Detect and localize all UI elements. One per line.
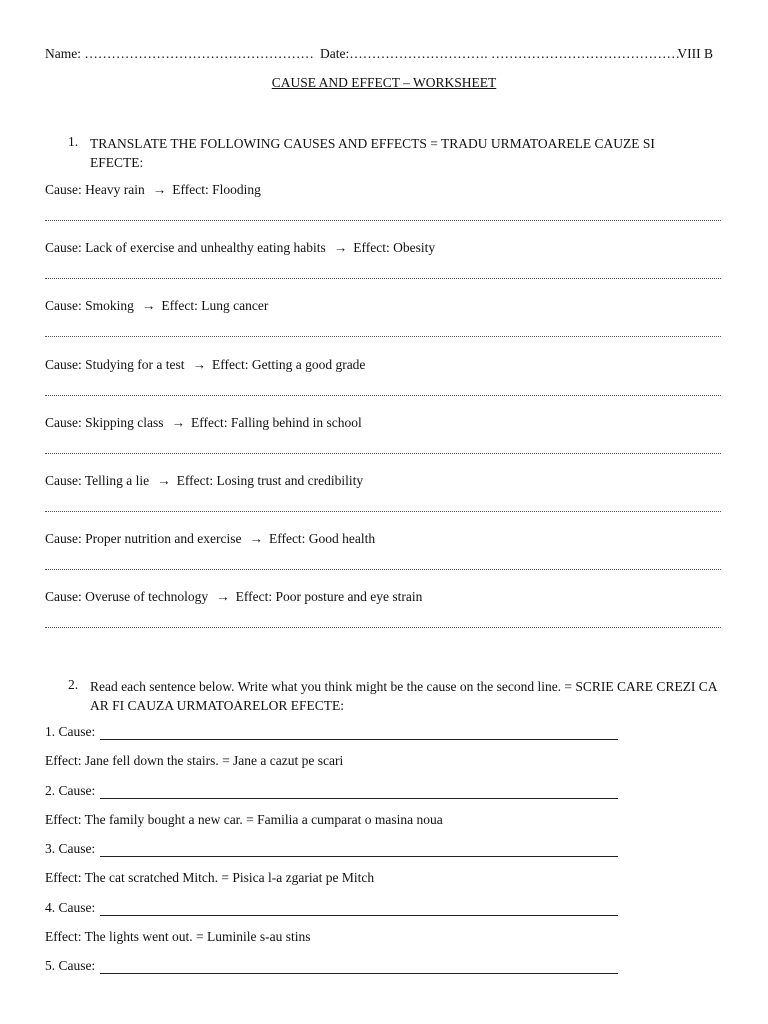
cause-effect-pair — [45, 298, 268, 314]
name-field-label: Name: …………………………………………… — [45, 46, 314, 61]
answer-dotted-line[interactable] — [45, 220, 721, 221]
cause-effect-pair — [45, 531, 375, 547]
answer-dotted-line[interactable] — [45, 627, 721, 628]
date-field-label: Date:…………………………. …………………………………… — [320, 46, 680, 61]
cause-answer-line[interactable] — [100, 739, 618, 740]
cause-label: 4. Cause: — [45, 900, 96, 915]
cause-text: Cause: Lack of exercise and unhealthy eating habits — [45, 240, 326, 255]
effect-sentence: Effect: The cat scratched Mitch. = Pisica l-a zgariat pe Mitch — [45, 870, 375, 885]
cause-text: Cause: Smoking — [45, 298, 134, 313]
effect-text: Effect: Lung cancer — [161, 298, 269, 313]
worksheet-title: CAUSE AND EFFECT – WORKSHEET — [271, 75, 497, 90]
cause-label: 1. Cause: — [45, 724, 96, 739]
arrow-right-icon: → — [141, 298, 156, 313]
answer-dotted-line[interactable] — [45, 278, 721, 279]
cause-label: 3. Cause: — [45, 841, 96, 856]
header-line — [45, 46, 713, 64]
answer-dotted-line[interactable] — [45, 453, 721, 454]
cause-effect-pair — [45, 182, 261, 198]
answer-dotted-line[interactable] — [45, 511, 721, 512]
arrow-right-icon: → — [216, 589, 230, 604]
arrow-right-icon: → — [157, 473, 171, 488]
cause-text: Cause: Overuse of technology — [45, 589, 209, 604]
answer-dotted-line[interactable] — [45, 395, 721, 396]
class-label: VIII B — [677, 46, 713, 61]
section2-instruction: Read each sentence below. Write what you think might be the cause on the second line. = SCRIE CARE CREZI CA AR FI CAUZA URMATOARELOR EFECTE: — [90, 679, 717, 713]
arrow-right-icon: → — [249, 531, 263, 546]
effect-text: Effect: Getting a good grade — [211, 357, 366, 372]
cause-text: Cause: Telling a lie — [45, 473, 150, 488]
cause-answer-line[interactable] — [100, 856, 618, 857]
cause-effect-pair — [45, 589, 422, 605]
effect-sentence: Effect: The family bought a new car. = Familia a cumparat o masina noua — [45, 812, 443, 827]
cause-text: Cause: Proper nutrition and exercise — [45, 531, 242, 546]
effect-sentence: Effect: Jane fell down the stairs. = Jane a cazut pe scari — [45, 753, 344, 768]
effect-text: Effect: Good health — [268, 531, 376, 546]
section1-instruction: TRANSLATE THE FOLLOWING CAUSES AND EFFECTS = TRADU URMATOARELE CAUZE SI EFECTE: — [90, 136, 655, 170]
arrow-right-icon: → — [171, 415, 185, 430]
effect-text: Effect: Flooding — [172, 182, 261, 197]
arrow-right-icon: → — [152, 182, 167, 197]
cause-text: Cause: Heavy rain — [45, 182, 145, 197]
effect-text: Effect: Obesity — [353, 240, 436, 255]
cause-effect-pair — [45, 415, 362, 431]
cause-answer-line[interactable] — [100, 973, 618, 974]
cause-effect-pair — [45, 240, 435, 256]
answer-dotted-line[interactable] — [45, 569, 721, 570]
cause-effect-pair — [45, 473, 363, 489]
cause-text: Cause: Studying for a test — [45, 357, 185, 372]
cause-label: 2. Cause: — [45, 783, 96, 798]
cause-label: 5. Cause: — [45, 958, 96, 973]
section2-number: 2. — [68, 677, 79, 692]
cause-effect-pair — [45, 357, 365, 373]
effect-text: Effect: Poor posture and eye strain — [235, 589, 423, 604]
cause-text: Cause: Skipping class — [45, 415, 164, 430]
answer-dotted-line[interactable] — [45, 336, 721, 337]
arrow-right-icon: → — [192, 357, 206, 372]
effect-text: Effect: Falling behind in school — [191, 415, 362, 430]
cause-answer-line[interactable] — [100, 798, 618, 799]
arrow-right-icon: → — [333, 240, 348, 255]
section1-number: 1. — [68, 134, 79, 149]
cause-answer-line[interactable] — [100, 915, 618, 916]
effect-sentence: Effect: The lights went out. = Luminile s-au stins — [45, 929, 311, 944]
effect-text: Effect: Losing trust and credibility — [176, 473, 364, 488]
